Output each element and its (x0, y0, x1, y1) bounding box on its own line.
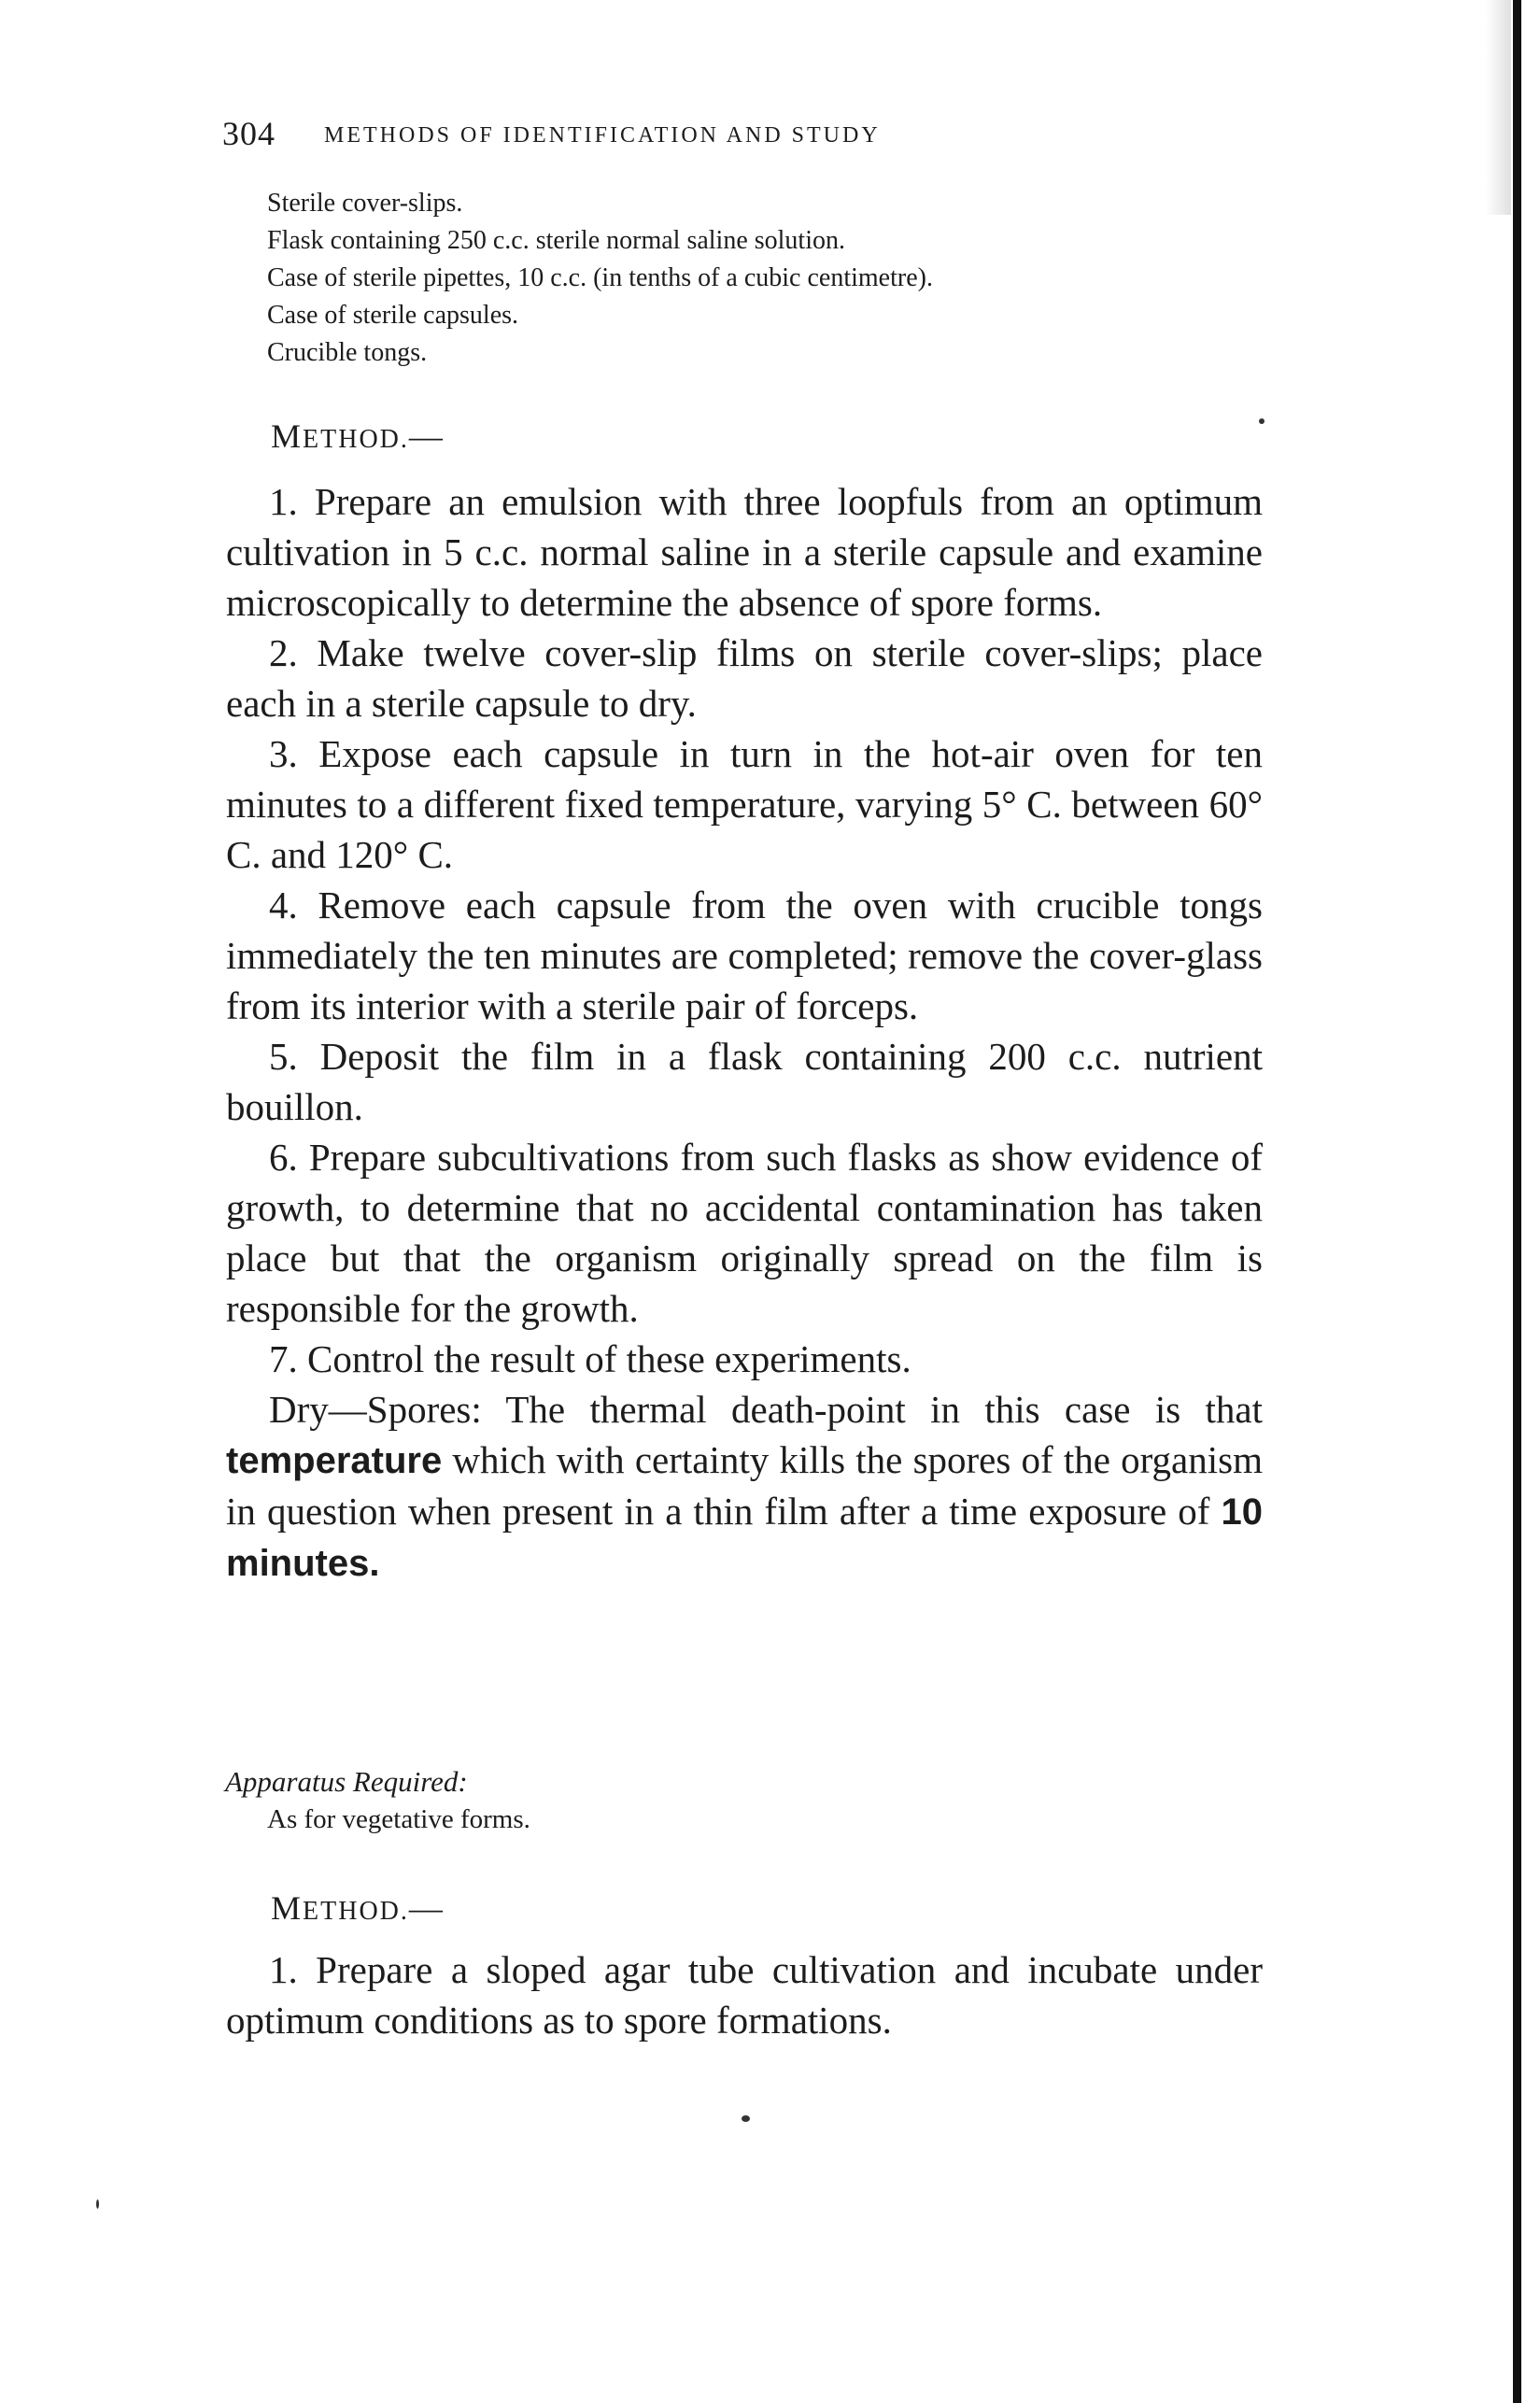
step-4: 4. Remove each capsule from the oven with crucible tongs immediately the ten minutes are completed; remove the cover-glass from its interior with a sterile pair of forceps. (226, 883, 1263, 1027)
step-5: 5. Deposit the film in a flask containing 200 c.c. nutrient bouillon. (226, 1035, 1263, 1128)
print-speck (742, 2115, 750, 2122)
list-item: Sterile cover-slips. (267, 189, 463, 218)
bold-term: 10 minutes. (226, 1491, 1263, 1584)
list-item: Crucible tongs. (267, 338, 428, 367)
running-title: METHODS OF IDENTIFICATION AND STUDY (324, 123, 881, 148)
definition-paragraph: Dry—Spores: The thermal death-point in this case is that temperature which with certainty kills the spores of the organism in question when present in a thin film after a time exposure of 10 minutes. (226, 1388, 1263, 1584)
step-1: 1. Prepare an emulsion with three loopfuls from an optimum cultivation in 5 c.c. normal saline in a sterile capsule and examine microscopically to determine the absence of spore forms. (226, 480, 1263, 624)
method-steps (226, 1944, 1263, 2045)
print-speck (1259, 418, 1264, 424)
step-1: 1. Prepare a sloped agar tube cultivation and incubate under optimum conditions as to spore formations. (226, 1948, 1263, 2042)
print-speck (96, 2199, 99, 2209)
method-steps (226, 476, 1263, 1589)
method-heading: METHOD.— (271, 1889, 445, 1927)
page-edge-rule (1513, 0, 1521, 2403)
page-edge-shadow (1485, 0, 1511, 215)
method-heading: METHOD.— (271, 417, 445, 455)
step-7: 7. Control the result of these experiments. (269, 1337, 911, 1380)
step-2: 2. Make twelve cover-slip films on sterile cover-slips; place each in a sterile capsule to dry. (226, 631, 1263, 725)
apparatus-text: As for vegetative forms. (267, 1804, 530, 1834)
page-number: 304 (222, 115, 276, 152)
apparatus-heading: Apparatus Required: (225, 1765, 468, 1798)
bold-term: temperature (226, 1440, 443, 1481)
list-item: Case of sterile capsules. (267, 301, 519, 330)
list-item: Flask containing 250 c.c. sterile normal saline solution. (267, 226, 845, 255)
list-item: Case of sterile pipettes, 10 c.c. (in tenths of a cubic centimetre). (267, 263, 933, 292)
running-header (222, 114, 1268, 153)
materials-list (267, 185, 1313, 372)
step-3: 3. Expose each capsule in turn in the hot-air oven for ten minutes to a different fixed temperature, varying 5° C. between 60° C. and 120° C. (226, 732, 1263, 876)
step-6: 6. Prepare subcultivations from such flasks as show evidence of growth, to determine that no accidental contamination has taken place but that the organism originally spread on the film is responsible for the growth. (226, 1136, 1263, 1330)
